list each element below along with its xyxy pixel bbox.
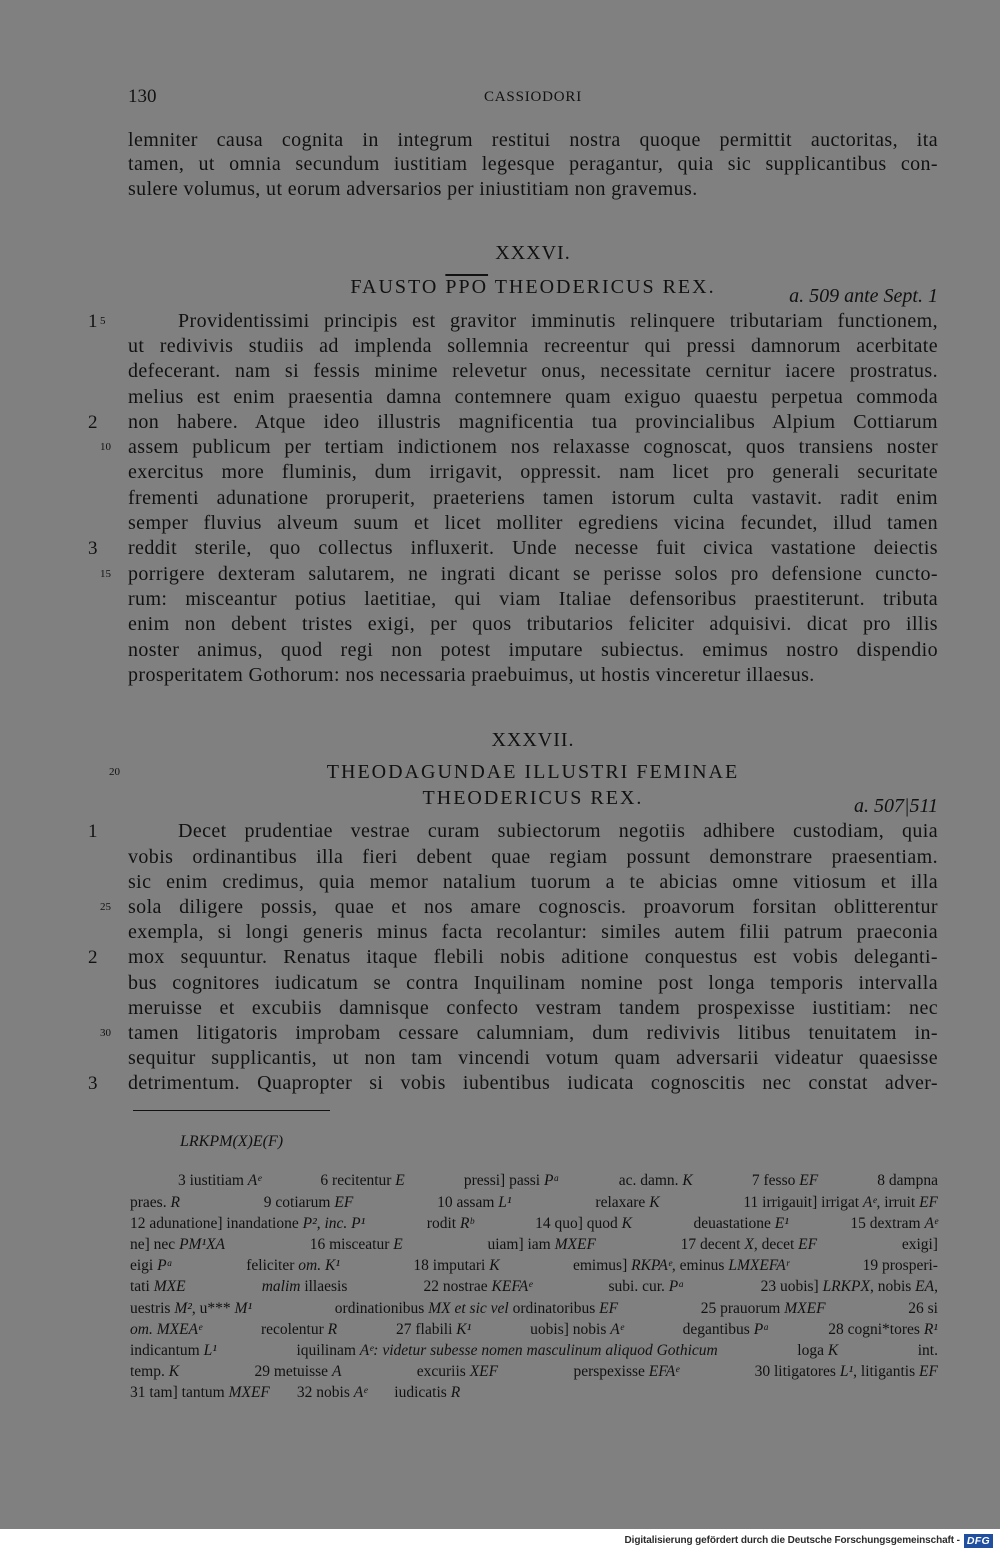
address-office-abbreviation: $\overline{PPO}$ bbox=[445, 276, 489, 298]
apparatus-line bbox=[130, 1340, 938, 1361]
apparatus-text: XEF bbox=[469, 1363, 499, 1381]
letter-body bbox=[88, 309, 938, 688]
section-number: 3 bbox=[88, 1073, 98, 1095]
apparatus-entry bbox=[130, 1298, 252, 1319]
apparatus-entry bbox=[424, 1276, 533, 1297]
apparatus-text: ne] nec bbox=[130, 1235, 180, 1253]
line-text: tamen litigatoris improbam cessare calumniam, dum redivivis litibus tenuitatem in- bbox=[128, 1021, 938, 1044]
line-text: enim non debent tristes exigi, per quos tributarios feliciter adquisivi. dicat pro illis bbox=[128, 613, 938, 636]
text-line bbox=[88, 945, 938, 970]
apparatus-text: 32 nobis bbox=[296, 1384, 354, 1402]
line-text: Decet prudentiae vestrae curam subiectorum negotiis adhibere custodiam, quia bbox=[178, 820, 938, 843]
apparatus-text: Pᵃ bbox=[753, 1320, 770, 1338]
line-text: exempla, si longi generis minus facta recolantur: similes autem filii patrum praeconia bbox=[128, 921, 938, 944]
margin-line-number: 20 bbox=[109, 766, 120, 778]
apparatus-text: M¹ bbox=[234, 1299, 253, 1317]
apparatus-entry bbox=[487, 1234, 595, 1255]
apparatus-text: , eminus bbox=[671, 1257, 729, 1275]
letter-date: a. 509 ante Sept. 1 bbox=[789, 285, 938, 307]
apparatus-text: , bbox=[316, 1214, 325, 1232]
letter-body bbox=[88, 819, 938, 1096]
apparatus-entry bbox=[335, 1298, 618, 1319]
apparatus-text: Pᵃ bbox=[668, 1278, 685, 1296]
apparatus-entry bbox=[413, 1255, 499, 1276]
page-number: 130 bbox=[128, 86, 157, 107]
apparatus-line bbox=[130, 1298, 938, 1319]
apparatus-entry bbox=[693, 1213, 788, 1234]
apparatus-text: 29 metuisse bbox=[254, 1363, 332, 1381]
apparatus-text: int. bbox=[917, 1341, 938, 1359]
apparatus-text: 16 misceatur bbox=[309, 1235, 394, 1253]
apparatus-text: A bbox=[331, 1363, 342, 1381]
apparatus-text: praes. bbox=[130, 1193, 171, 1211]
text-line bbox=[128, 486, 938, 511]
text-line bbox=[128, 334, 938, 359]
apparatus-text: Aᵉ bbox=[862, 1193, 877, 1211]
apparatus-entry bbox=[320, 1170, 404, 1191]
apparatus-text: M² bbox=[174, 1299, 192, 1317]
line-text: detrimentum. Quapropter si vobis iubentibus iudicata cognoscitis nec constat adver- bbox=[128, 1072, 938, 1095]
apparatus-text: 17 decent bbox=[680, 1235, 745, 1253]
address-sender: THEODERICUS REX. bbox=[494, 276, 716, 298]
address-sender: THEODERICUS REX. bbox=[422, 787, 644, 809]
apparatus-text: Rᵇ bbox=[459, 1214, 474, 1232]
text-line bbox=[88, 309, 938, 334]
apparatus-line bbox=[130, 1170, 938, 1191]
text-line bbox=[88, 410, 938, 435]
apparatus-line bbox=[130, 1234, 938, 1255]
apparatus-text: inc. P¹ bbox=[324, 1214, 366, 1232]
margin-line-number: 15 bbox=[100, 567, 111, 580]
apparatus-text: perspexisse bbox=[573, 1363, 649, 1381]
line-text: vobis ordinantibus illa fieri debent quae regiam possunt demonstrare praesentiam. bbox=[128, 845, 938, 868]
apparatus-line bbox=[130, 1213, 938, 1234]
letter-date: a. 507|511 bbox=[853, 795, 938, 817]
apparatus-entry bbox=[908, 1298, 938, 1319]
apparatus-text: iquilinam bbox=[296, 1341, 360, 1359]
text-line bbox=[100, 435, 938, 460]
text-line bbox=[128, 511, 938, 536]
apparatus-entry bbox=[619, 1170, 693, 1191]
text-line bbox=[128, 1046, 938, 1071]
apparatus-text: EF bbox=[799, 1172, 819, 1190]
apparatus-text: K bbox=[649, 1193, 660, 1211]
apparatus-text: degantibus bbox=[682, 1320, 754, 1338]
apparatus-entry bbox=[130, 1192, 180, 1213]
apparatus-line bbox=[130, 1319, 938, 1340]
line-text: prosperitatem Gothorum: nos necessaria praebuimus, ut hostis vinceretur illaesus. bbox=[128, 663, 815, 686]
apparatus-text: 23 uobis] bbox=[760, 1278, 823, 1296]
apparatus-entry bbox=[797, 1340, 838, 1361]
apparatus-text: , nobis bbox=[869, 1278, 916, 1296]
line-text: porrigere dexteram salutarem, ne ingrati dicant se perisse solos pro defensione cuncto- bbox=[128, 562, 938, 585]
apparatus-text: loga bbox=[797, 1341, 828, 1359]
text-line bbox=[128, 152, 938, 177]
apparatus-text: indicantum bbox=[130, 1341, 204, 1359]
text-line bbox=[128, 177, 938, 202]
apparatus-entry bbox=[608, 1276, 684, 1297]
apparatus-entry bbox=[130, 1361, 179, 1382]
apparatus-text: 7 fesso bbox=[751, 1172, 800, 1190]
apparatus-text: uobis] nobis bbox=[530, 1320, 611, 1338]
line-text: sola diligere possis, quae et nos amare cognoscis. proavorum forsitan oblitterentur bbox=[128, 895, 938, 918]
apparatus-text: , bbox=[934, 1278, 938, 1296]
text-line bbox=[100, 895, 938, 920]
line-text: semper fluvius alveum suum et licet molliter egrediens vicina fecundet, illud tamen bbox=[128, 512, 938, 535]
line-text: tamen, ut omnia secundum iustitiam legesque peragantur, quia sic supplicantibus con- bbox=[128, 153, 938, 176]
apparatus-text: LMXEFAʳ bbox=[728, 1257, 790, 1275]
apparatus-text: 19 prosperi- bbox=[862, 1257, 938, 1275]
apparatus-text: EA bbox=[915, 1278, 935, 1296]
apparatus-entry bbox=[918, 1340, 938, 1361]
apparatus-entry bbox=[427, 1213, 474, 1234]
margin-line-number: 5 bbox=[100, 314, 106, 327]
apparatus-entry bbox=[130, 1276, 186, 1297]
apparatus-text: eigi bbox=[130, 1257, 158, 1275]
apparatus-text: Aᵉ bbox=[353, 1384, 368, 1402]
apparatus-entry bbox=[130, 1213, 365, 1234]
apparatus-entry bbox=[743, 1192, 938, 1213]
apparatus-entry bbox=[246, 1255, 340, 1276]
continued-text-block bbox=[128, 128, 938, 202]
apparatus-text: MXEF bbox=[554, 1235, 596, 1253]
address-recipient: FAUSTO bbox=[350, 276, 439, 298]
apparatus-text: , u*** bbox=[191, 1299, 235, 1317]
section-number: 1 bbox=[88, 310, 98, 332]
apparatus-text: rodit bbox=[426, 1214, 460, 1232]
apparatus-text: PM¹XA bbox=[179, 1235, 226, 1253]
apparatus-entry bbox=[130, 1382, 270, 1403]
text-line bbox=[88, 1071, 938, 1096]
footer-credit bbox=[625, 1533, 993, 1548]
apparatus-text: feliciter bbox=[246, 1257, 299, 1275]
apparatus-entry bbox=[683, 1319, 770, 1340]
section-number: 3 bbox=[88, 538, 98, 560]
section-number: 2 bbox=[88, 411, 98, 433]
section-number: 2 bbox=[88, 947, 98, 969]
apparatus-text: , decet bbox=[753, 1235, 799, 1253]
text-line bbox=[128, 359, 938, 384]
apparatus-entry bbox=[296, 1340, 717, 1361]
apparatus-text: recolentur bbox=[260, 1320, 328, 1338]
critical-apparatus bbox=[130, 1170, 938, 1403]
text-line bbox=[88, 536, 938, 561]
apparatus-entry bbox=[573, 1255, 789, 1276]
apparatus-line bbox=[130, 1382, 938, 1403]
margin-line-number: 25 bbox=[100, 900, 111, 913]
line-text: lemniter causa cognita in integrum restitui nostra quoque permittit auctoritas, ita bbox=[128, 128, 938, 151]
apparatus-entry bbox=[850, 1213, 938, 1234]
apparatus-text: L¹ bbox=[839, 1363, 854, 1381]
line-text: mox sequuntur. Renatus itaque flebili nobis aditione conquestus est vobis deleganti- bbox=[128, 946, 938, 969]
apparatus-text: 28 cogni*tores bbox=[828, 1320, 924, 1338]
apparatus-text: om. MXEAᵉ bbox=[130, 1320, 203, 1338]
apparatus-entry bbox=[573, 1361, 679, 1382]
text-line bbox=[128, 996, 938, 1021]
apparatus-text: K bbox=[827, 1341, 839, 1359]
apparatus-entry bbox=[902, 1234, 938, 1255]
address-line bbox=[109, 759, 938, 785]
apparatus-entry bbox=[752, 1170, 818, 1191]
apparatus-entry bbox=[262, 1276, 348, 1297]
line-text: noster animus, quod regi non potest imputare subiectus. emimus nostro dispendio bbox=[128, 638, 938, 661]
apparatus-text: emimus] bbox=[572, 1257, 632, 1275]
apparatus-text: 30 litigatores bbox=[754, 1363, 840, 1381]
apparatus-text: K bbox=[621, 1214, 632, 1232]
apparatus-text: uestris bbox=[130, 1299, 175, 1317]
apparatus-entry bbox=[394, 1382, 460, 1403]
apparatus-text: MX et sic vel bbox=[428, 1299, 509, 1317]
apparatus-text: 3 iustitiam bbox=[178, 1172, 248, 1190]
apparatus-text: pressi] passi bbox=[463, 1172, 544, 1190]
apparatus-entry bbox=[877, 1170, 938, 1191]
apparatus-text: 31 tam] tantum bbox=[130, 1384, 229, 1402]
line-text: bus cognitores iudicatum se contra Inquilinam nomine post longa temporis intervalla bbox=[128, 971, 938, 994]
apparatus-text: om. K¹ bbox=[298, 1257, 340, 1275]
apparatus-text: 14 quo] quod bbox=[535, 1214, 622, 1232]
apparatus-text: 27 flabili bbox=[396, 1320, 457, 1338]
line-text: frementi adunatione proruperit, praeteriens tamen istorum culta vastavit. radit enim bbox=[128, 486, 938, 509]
apparatus-line bbox=[130, 1192, 938, 1213]
apparatus-text: 8 dampna bbox=[877, 1172, 938, 1190]
line-text: defecerant. nam si fessis minime relevetur onus, necessitate cernitur iacere prostratus. bbox=[128, 360, 938, 383]
apparatus-text: R bbox=[170, 1193, 180, 1211]
apparatus-text: excuriis bbox=[416, 1363, 470, 1381]
apparatus-entry bbox=[178, 1170, 261, 1191]
apparatus-entry bbox=[310, 1234, 403, 1255]
apparatus-text: EFAᵉ bbox=[648, 1363, 680, 1381]
apparatus-text: L¹ bbox=[203, 1341, 217, 1359]
line-text: exercitus more fluminis, dum irrigavit, oppressit. nam licet pro generali securitate bbox=[128, 461, 938, 484]
apparatus-text: MXE bbox=[153, 1278, 186, 1296]
apparatus-text: 26 si bbox=[908, 1299, 938, 1317]
apparatus-text: ac. damn. bbox=[618, 1172, 683, 1190]
apparatus-text: K¹ bbox=[456, 1320, 472, 1338]
text-line bbox=[128, 587, 938, 612]
apparatus-entry bbox=[530, 1319, 624, 1340]
text-line bbox=[128, 971, 938, 996]
text-line bbox=[128, 870, 938, 895]
apparatus-text: KEFAᵉ bbox=[491, 1278, 533, 1296]
apparatus-text: Aᵉ bbox=[924, 1214, 938, 1232]
apparatus-text: temp. bbox=[130, 1363, 169, 1381]
apparatus-entry bbox=[595, 1192, 659, 1213]
address-line bbox=[128, 785, 938, 811]
line-text: melius est enim praesentia damna contemnere quam exiguo quaestu perpetua commoda bbox=[128, 385, 938, 408]
apparatus-text: P² bbox=[302, 1214, 317, 1232]
apparatus-text: Pᵃ bbox=[543, 1172, 560, 1190]
text-line bbox=[128, 460, 938, 485]
line-text: Providentissimi principis est gravitor imminutis relinquere tributariam functionem, bbox=[178, 309, 938, 332]
letter-number: XXXVI. bbox=[495, 242, 571, 264]
letter-number: XXXVII. bbox=[491, 729, 575, 751]
apparatus-text: EF bbox=[798, 1235, 818, 1253]
text-line bbox=[128, 920, 938, 945]
text-line bbox=[128, 845, 938, 870]
apparatus-text: 6 recitentur bbox=[320, 1172, 396, 1190]
apparatus-text: , litigantis bbox=[853, 1363, 920, 1381]
apparatus-text: E bbox=[395, 1172, 405, 1190]
apparatus-text: Pᵃ bbox=[157, 1257, 173, 1275]
margin-line-number: 10 bbox=[100, 441, 111, 454]
apparatus-text: K bbox=[682, 1172, 693, 1190]
apparatus-entry bbox=[464, 1170, 560, 1191]
letter-address bbox=[109, 759, 938, 811]
apparatus-text: illaesis bbox=[300, 1278, 348, 1296]
margin-line-number: 30 bbox=[100, 1026, 111, 1039]
apparatus-text: MXEF bbox=[784, 1299, 826, 1317]
section-number: 1 bbox=[88, 821, 98, 843]
text-line bbox=[100, 1021, 938, 1046]
apparatus-entry bbox=[828, 1319, 938, 1340]
apparatus-text: E bbox=[393, 1235, 403, 1253]
text-line bbox=[128, 663, 938, 688]
running-title: CASSIODORI bbox=[483, 89, 582, 105]
apparatus-text: E¹ bbox=[774, 1214, 789, 1232]
apparatus-entry bbox=[130, 1340, 217, 1361]
apparatus-text: ordinatoribus bbox=[508, 1299, 600, 1317]
apparatus-text: EF bbox=[334, 1193, 354, 1211]
apparatus-text: 10 assam bbox=[437, 1193, 499, 1211]
text-line bbox=[88, 819, 938, 844]
apparatus-entry bbox=[130, 1255, 173, 1276]
manuscript-sigla: LRKPM(X)E(F) bbox=[180, 1133, 284, 1150]
footnote-rule bbox=[133, 1110, 330, 1111]
apparatus-text: EF bbox=[919, 1363, 938, 1381]
apparatus-entry bbox=[297, 1382, 367, 1403]
funding-note: Digitalisierung gefördert durch die Deutsche Forschungsgemeinschaft - bbox=[624, 1535, 960, 1546]
apparatus-text: 9 cotiarum bbox=[263, 1193, 335, 1211]
apparatus-text: X bbox=[744, 1235, 754, 1253]
apparatus-text: R bbox=[327, 1320, 338, 1338]
apparatus-entry bbox=[755, 1361, 938, 1382]
apparatus-text: Aᵉ: videtur subesse nomen masculinum aliquod Gothicum bbox=[359, 1341, 718, 1359]
apparatus-text: subi. cur. bbox=[608, 1278, 669, 1296]
text-line bbox=[100, 562, 938, 587]
apparatus-text: 11 irrigauit] irrigat bbox=[743, 1193, 863, 1211]
text-line bbox=[128, 612, 938, 637]
text-line bbox=[128, 638, 938, 663]
apparatus-text: 18 imputari bbox=[413, 1257, 490, 1275]
line-text: non habere. Atque ideo illustris magnificentia tua provincialibus Alpium Cottiarum bbox=[128, 410, 938, 433]
apparatus-text: ordinationibus bbox=[334, 1299, 429, 1317]
line-text: sic enim credimus, quia memor natalium tuorum a te abicias omne vitiosum et illa bbox=[128, 870, 938, 893]
line-text: assem publicum per tertiam indictionem nos relaxasse cognoscat, quos transiens noster bbox=[128, 436, 938, 459]
apparatus-text: K bbox=[168, 1363, 180, 1381]
apparatus-text: K bbox=[489, 1257, 500, 1275]
line-text: rum: misceantur potius laetitiae, qui viam Italiae defensoribus praestiterunt. tributa bbox=[128, 587, 938, 610]
apparatus-text: L¹ bbox=[498, 1193, 512, 1211]
apparatus-entry bbox=[863, 1255, 938, 1276]
apparatus-text: 12 adunatione] inandatione bbox=[130, 1214, 303, 1232]
apparatus-line bbox=[130, 1361, 938, 1382]
apparatus-entry bbox=[254, 1361, 341, 1382]
apparatus-text: deuastatione bbox=[693, 1214, 775, 1232]
apparatus-text: 15 dextram bbox=[850, 1214, 925, 1232]
apparatus-text: EF bbox=[599, 1299, 619, 1317]
apparatus-entry bbox=[437, 1192, 511, 1213]
apparatus-entry bbox=[396, 1319, 471, 1340]
line-text: sequitur supplicantis, ut non tam vincendi votum quam adversarii videatur quaesisse bbox=[128, 1047, 938, 1070]
apparatus-text: LRKPX bbox=[822, 1278, 870, 1296]
apparatus-entry bbox=[261, 1319, 337, 1340]
apparatus-entry bbox=[681, 1234, 817, 1255]
apparatus-text: exigi] bbox=[901, 1235, 938, 1253]
text-line bbox=[128, 385, 938, 410]
apparatus-text: EF bbox=[919, 1193, 938, 1211]
apparatus-text: Aᵉ bbox=[610, 1320, 624, 1338]
text-line bbox=[128, 128, 938, 153]
apparatus-text: R bbox=[450, 1384, 461, 1402]
address-recipient: THEODAGUNDAE ILLUSTRI FEMINAE bbox=[326, 761, 740, 783]
dfg-logo: DFG bbox=[964, 1534, 993, 1548]
apparatus-entry bbox=[130, 1234, 225, 1255]
digitization-footer bbox=[0, 1529, 1000, 1551]
apparatus-text: MXEF bbox=[228, 1384, 270, 1402]
apparatus-text: RKPAᵉ bbox=[631, 1257, 672, 1275]
apparatus-entry bbox=[264, 1192, 354, 1213]
apparatus-entry bbox=[701, 1298, 826, 1319]
line-text: sulere volumus, ut eorum adversarios per iniustitiam non gravemus. bbox=[128, 177, 698, 200]
apparatus-text: tati bbox=[130, 1278, 154, 1296]
apparatus-line bbox=[130, 1255, 938, 1276]
apparatus-text: relaxare bbox=[595, 1193, 650, 1211]
line-text: reddit sterile, quo collectus influxerit. Unde necesse fuit civica vastatione deiectis bbox=[128, 537, 938, 560]
apparatus-text: 22 nostrae bbox=[423, 1278, 492, 1296]
line-text: meruisse et excubiis damnisque confecto vestram tandem prospexisse iustitiam: nec bbox=[128, 996, 938, 1019]
line-text: ut redivivis studiis ad implenda sollemnia recreentur qui pressi damnorum acerbitate bbox=[128, 334, 938, 357]
apparatus-text: malim bbox=[261, 1278, 301, 1296]
apparatus-text: iudicatis bbox=[394, 1384, 451, 1402]
apparatus-text: , irruit bbox=[876, 1193, 920, 1211]
apparatus-entry bbox=[417, 1361, 498, 1382]
apparatus-entry bbox=[761, 1276, 938, 1297]
apparatus-text: R¹ bbox=[923, 1320, 938, 1338]
apparatus-entry bbox=[535, 1213, 632, 1234]
apparatus-text: 25 prauorum bbox=[700, 1299, 785, 1317]
apparatus-line bbox=[130, 1276, 938, 1297]
apparatus-entry bbox=[130, 1319, 202, 1340]
apparatus-text: uiam] iam bbox=[487, 1235, 555, 1253]
apparatus-text: Aᵉ bbox=[247, 1172, 262, 1190]
